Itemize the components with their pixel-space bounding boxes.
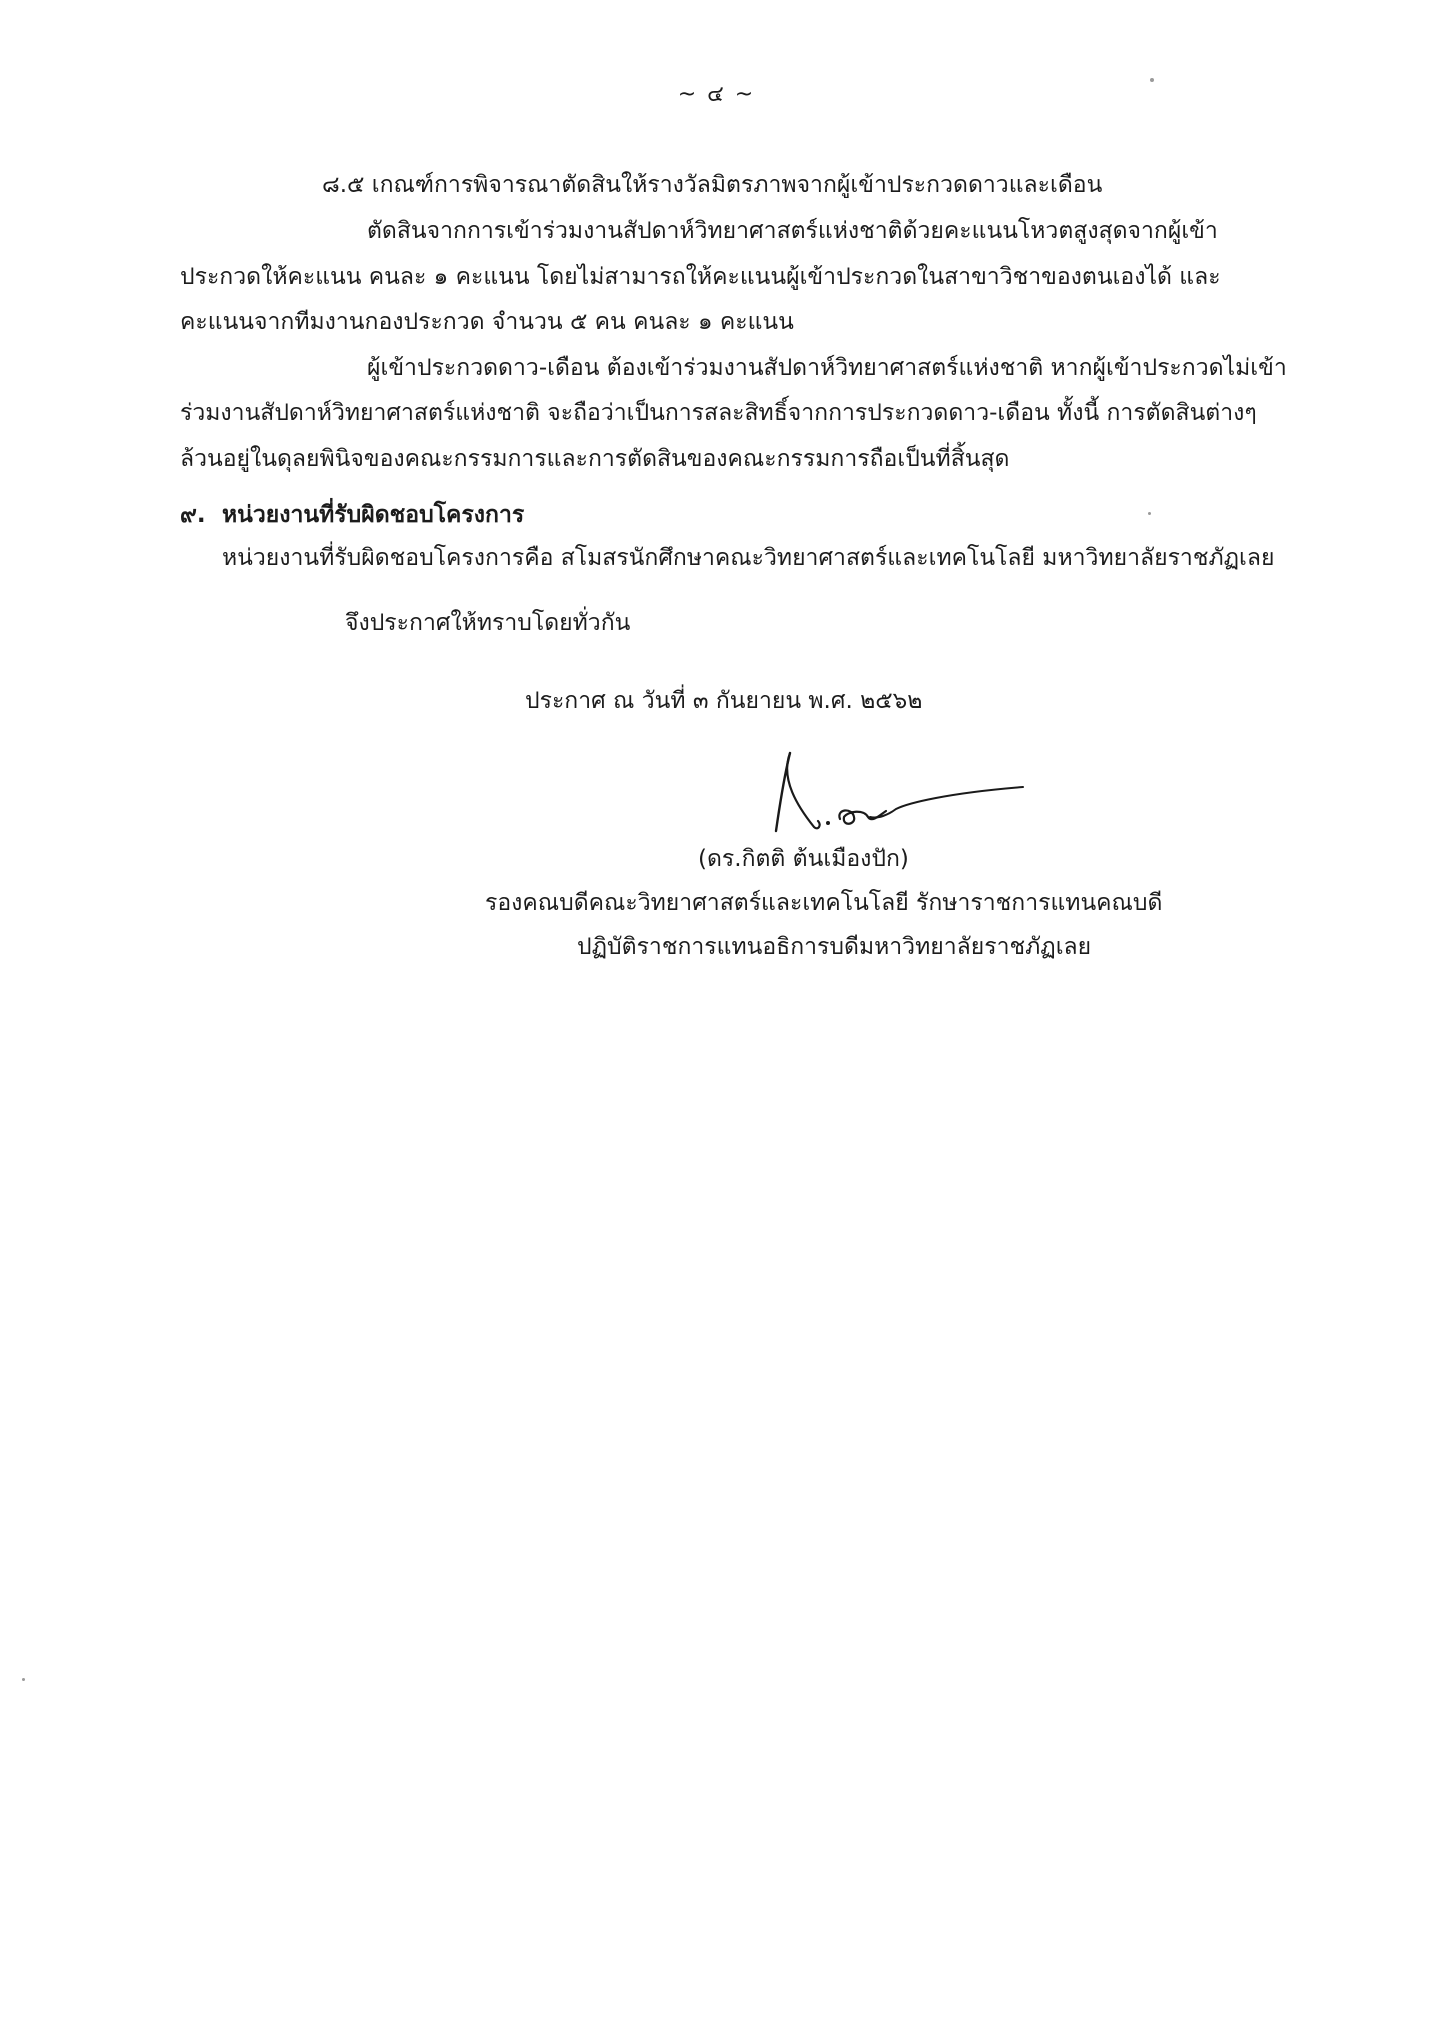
announcement-date: ประกาศ ณ วันที่ ๓ กันยายน พ.ศ. ๒๕๖๒ bbox=[525, 688, 923, 714]
closing-statement: จึงประกาศให้ทราบโดยทั่วกัน bbox=[345, 610, 631, 636]
page-number: ~ ๔ ~ bbox=[677, 82, 756, 107]
section-9-body: หน่วยงานที่รับผิดชอบโครงการคือ สโมสรนักศึกษาคณะวิทยาศาสตร์และเทคโนโลยี มหาวิทยาลัยราชภัฏเลย bbox=[222, 545, 1275, 571]
section-9-heading: หน่วยงานที่รับผิดชอบโครงการ bbox=[222, 502, 525, 528]
signatory-name: (ดร.กิตติ ต้นเมืองปัก) bbox=[698, 846, 909, 872]
scan-speck bbox=[22, 1678, 25, 1681]
signatory-position-1: รองคณบดีคณะวิทยาศาสตร์และเทคโนโลยี รักษาราชการแทนคณบดี bbox=[485, 890, 1163, 916]
paragraph-1-line-1: ตัดสินจากการเข้าร่วมงานสัปดาห์วิทยาศาสตร์แห่งชาติด้วยคะแนนโหวตสูงสุดจากผู้เข้า bbox=[367, 218, 1218, 244]
section-9-number: ๙. bbox=[180, 502, 206, 528]
scan-speck bbox=[1148, 512, 1151, 515]
signatory-position-2: ปฏิบัติราชการแทนอธิการบดีมหาวิทยาลัยราชภัฏเลย bbox=[577, 934, 1092, 960]
paragraph-2-line-3: ล้วนอยู่ในดุลยพินิจของคณะกรรมการและการตัดสินของคณะกรรมการถือเป็นที่สิ้นสุด bbox=[180, 446, 1010, 472]
paragraph-1-line-3: คะแนนจากทีมงานกองประกวด จำนวน ๕ คน คนละ ๑ คะแนน bbox=[180, 309, 794, 335]
paragraph-2-line-1: ผู้เข้าประกวดดาว-เดือน ต้องเข้าร่วมงานสัปดาห์วิทยาศาสตร์แห่งชาติ หากผู้เข้าประกวดไม่เข้า bbox=[367, 355, 1287, 381]
section-8-5-heading: ๘.๕ เกณฑ์การพิจารณาตัดสินให้รางวัลมิตรภาพจากผู้เข้าประกวดดาวและเดือน bbox=[322, 172, 1103, 198]
scan-speck bbox=[1150, 78, 1154, 82]
paragraph-1-line-2: ประกวดให้คะแนน คนละ ๑ คะแนน โดยไม่สามารถให้คะแนนผู้เข้าประกวดในสาขาวิชาของตนเองได้ และ bbox=[180, 264, 1221, 290]
paragraph-2-line-2: ร่วมงานสัปดาห์วิทยาศาสตร์แห่งชาติ จะถือว่าเป็นการสละสิทธิ์จากการประกวดดาว-เดือน ทั้งนี้ การตัดสินต่างๆ bbox=[180, 400, 1257, 426]
handwritten-signature bbox=[768, 745, 1030, 837]
